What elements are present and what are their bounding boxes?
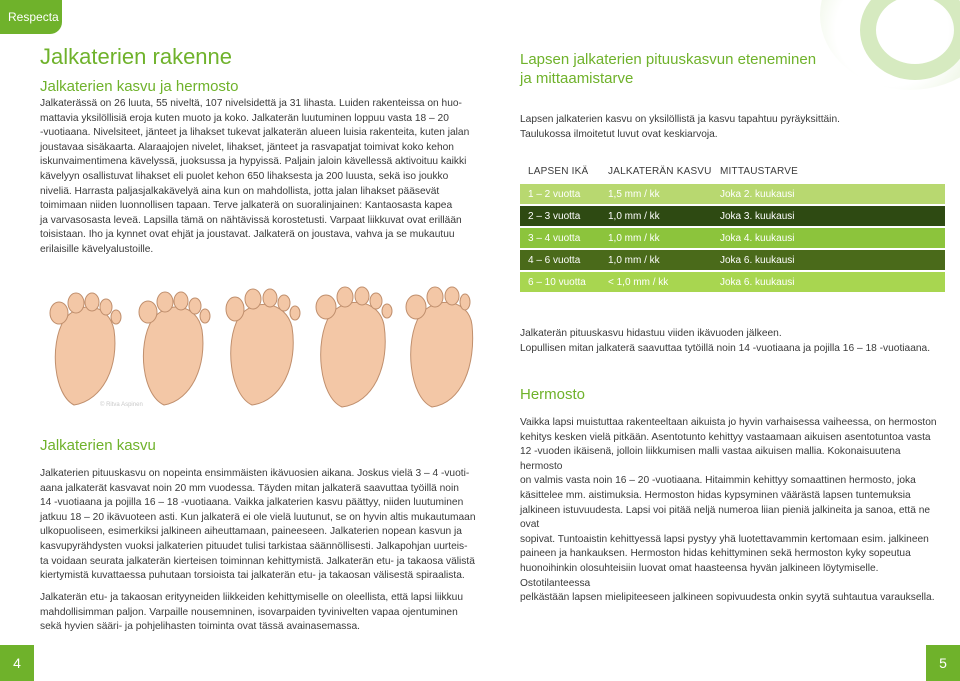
text-line: on valmis vasta noin 16 – 20 -vuotiaana. Hitaimmin kehittyy somaattinen hermosto, joka (520, 475, 916, 487)
table-cell-need: Joka 2. kuukausi (712, 183, 945, 205)
text-line: ulkopuoliseen, esimerkiksi jalkineen aiheuttamaan, paineeseen. Jalkaterien nopean kasvun ja (40, 526, 462, 538)
table-row (520, 205, 945, 227)
nerve-paragraph (520, 416, 945, 606)
text-line: iskunvaimentimena kävelyssä, juoksussa ja hypyissä. Paljain jaloin kävellessä aktivoituu kaikki (40, 156, 467, 168)
table-cell-age: 1 – 2 vuotta (520, 183, 600, 205)
text-line: Vaikka lapsi muistuttaa rakenteeltaan aikuista jo hyvin varhaisessa vaiheessa, on hermoston (520, 417, 937, 428)
right-title (520, 50, 820, 88)
feet-illustration (34, 275, 474, 415)
text-line: toimimaan niiden luonnollisen tapaan. Terve jalkaterä on suoralinjainen: Kantaosasta kapea (40, 200, 453, 212)
table-row (520, 271, 945, 292)
text-line: 14 -vuotiaana ja pojilla 16 – 18 -vuotiaana. Vaikka jalkaterien kasvu päättyy, niiden luutuminen (40, 497, 464, 509)
text-line: Jalkaterän etu- ja takaosan erityyneiden liikkeiden kehittymiselle on oleellista, että lapsi liikkuu (40, 592, 464, 603)
text-line: Taulukossa ilmoitetut luvut ovat keskiarvoja. (520, 128, 718, 140)
text-line: huonoihinkin olosuhteisiin luovat omat haasteensa hyvän jalkineen löytymiselle. Ostotilanteessa (520, 562, 879, 589)
column-header: JALKATERÄN KASVU (608, 165, 712, 177)
table-cell-need: Joka 6. kuukausi (712, 249, 945, 271)
text-line: mattavia yksilöllisiä eroja kuten muoto ja koko. Jalkaterän luutuminen loppuu vasta 18 – 20 (40, 112, 449, 124)
right-title-line: Lapsen jalkaterien pituuskasvun eteneminen (520, 51, 817, 68)
table-cell-growth: 1,0 mm / kk (600, 227, 712, 249)
text-line: sekä hyvien sääri- ja pohjelihasten toiminta ovat tässä avainasemassa. (40, 621, 360, 633)
table-cell-age: 3 – 4 vuotta (520, 227, 600, 249)
text-line: -vuotiaana. Nivelsiteet, jänteet ja lihakset tukevat jalkaterän alueen luisia rakenteita, kuten jalan (40, 127, 470, 139)
column-header: LAPSEN IKÄ (528, 165, 589, 177)
brand-label: Respecta (0, 0, 62, 34)
text-line: Jalkaterässä on 26 luuta, 55 niveltä, 107 nivelsidettä ja 31 lihasta. Luiden rakenteissa on huo- (40, 98, 462, 109)
table-row (520, 183, 945, 205)
text-line: Lapsen jalkaterien kasvu on yksilöllistä ja kasvu tapahtuu pyräyksittäin. (520, 114, 840, 125)
text-line: käsittelee mm. aistimuksia. Hermoston hidas kypsyminen väärästä lapsen tuntemuksia (520, 489, 911, 501)
text-line: joustavaa sisäkaarta. Alaraajojen nivelet, lihakset, jänteet ja rasvapatjat toimivat koko kehon (40, 141, 454, 153)
text-line: kasvupyrähdysten vuoksi jalkaterien pituudet tulisi tarkistaa säännöllisesti. Jalkapohjan uurteis- (40, 540, 468, 552)
text-line: erilaisille kävelyalustoille. (40, 243, 154, 255)
image-credit: © Ritva Aspinen (100, 402, 143, 408)
table-cell-age: 6 – 10 vuotta (520, 271, 600, 292)
text-line: kävelyyn osallistuvat lihakset eli puolet kehon 650 lihaksesta ja 200 luusta, sekä iso joukko (40, 170, 449, 182)
page-subtitle: Jalkaterien kasvu ja hermosto (40, 78, 239, 95)
table-note (520, 327, 940, 356)
page-title: Jalkaterien rakenne (40, 44, 233, 69)
growth-table (520, 160, 945, 292)
growth-paragraph (40, 467, 480, 584)
text-line: ta voidaan seurata jalkaterän kierteisen toiminnan kehittymistä. Jalkaterän etu- ja takaosa välistä (40, 555, 475, 567)
growth-section-title: Jalkaterien kasvu (40, 437, 156, 454)
text-line: toisistaan. Iho ja kynnet ovat ehjät ja joustavat. Jalkaterä on joustava, vahva ja se mukautuu (40, 229, 455, 241)
right-title-line: ja mittaamistarve (520, 70, 634, 87)
text-line: paineen ja hankauksen. Hermoston hidas kehittyminen sekä hermoston kyky sopeutua (520, 548, 911, 560)
text-line: pelkästään lapsen mielipiteeseen jalkineen sopivuudesta onkin syytä suhtautua varauksella. (520, 592, 935, 604)
text-line: 12 -vuoden ikäisenä, jolloin liikkumisen malli vastaa aikuisen mallia. Kokonaisuutena hermosto (520, 446, 901, 472)
table-cell-growth: < 1,0 mm / kk (600, 271, 712, 292)
text-line: kiertymistä kuvattaessa puhutaan torsioista tai jalkaterän etu- ja takaosan välisestä spiraalista. (40, 570, 465, 582)
text-line: ja varvasosasta leveä. Lapsilla tämä on nähtävissä korostetusti. Varpaat liikkuvat ovat erillään (40, 214, 462, 226)
text-line: niveliä. Harrasta paljasjalkakävelyä aina kun on mahdollista, jotta jalan lihakset pääsevät (40, 185, 440, 197)
table-row (520, 227, 945, 249)
table-cell-age: 2 – 3 vuotta (520, 205, 600, 227)
text-line: Jalkaterien pituuskasvu on nopeinta ensimmäisten ikävuosien aikana. Joskus vielä 3 – 4 -vuoti- (40, 468, 470, 479)
table-row (520, 249, 945, 271)
table-cell-age: 4 – 6 vuotta (520, 249, 600, 271)
text-line: aana jalkaterät kasvavat noin 20 mm vuodessa. Täyden mitan jalkaterä saavuttaa työillä noin (40, 482, 459, 494)
intro-paragraph (40, 97, 480, 258)
table-cell-need: Joka 6. kuukausi (712, 271, 945, 292)
text-line: Jalkaterän pituuskasvu hidastuu viiden ikävuoden jälkeen. (520, 328, 782, 339)
table-cell-growth: 1,0 mm / kk (600, 249, 712, 271)
page-number-left: 4 (0, 645, 34, 681)
table-cell-growth: 1,5 mm / kk (600, 183, 712, 205)
closing-paragraph (40, 591, 480, 635)
table-cell-need: Joka 4. kuukausi (712, 227, 945, 249)
column-header: MITTAUSTARVE (720, 165, 798, 177)
text-line: jatkuu 18 – 20 ikävuoteen asti. Kun jalkaterä ei ole vielä luutunut, se on hyvin altis mukautumaan (40, 511, 476, 523)
table-cell-growth: 1,0 mm / kk (600, 205, 712, 227)
text-line: kehitys kesken vielä pitkään. Asentotunto kehittyy vastaamaan aikuisen asentotuntoa vasta (520, 431, 931, 443)
nerve-section-title: Hermosto (520, 386, 586, 403)
right-intro (520, 113, 940, 142)
table-cell-need: Joka 3. kuukausi (712, 205, 945, 227)
text-line: mahdollisimman paljon. Varpaille nousemninen, isovarpaiden tyvinivelten vapaa ojentuminen (40, 606, 458, 618)
text-line: jalkineen istuvuudesta. Lapsi voi pitää neljä numeroa liian pieniä jalkineita ja sanoa, että ne ovat (520, 504, 931, 531)
table-header-row (520, 160, 945, 183)
text-line: sopivat. Tuntoaistin kehittyessä lapsi pystyy yhä luotettavammin kertomaan esim. jalkineen (520, 533, 929, 545)
page-number-right: 5 (926, 645, 960, 681)
text-line: Lopullisen mitan jalkaterä saavuttaa tytöillä noin 14 -vuotiaana ja pojilla 16 – 18 -vuotiaana. (520, 342, 931, 354)
